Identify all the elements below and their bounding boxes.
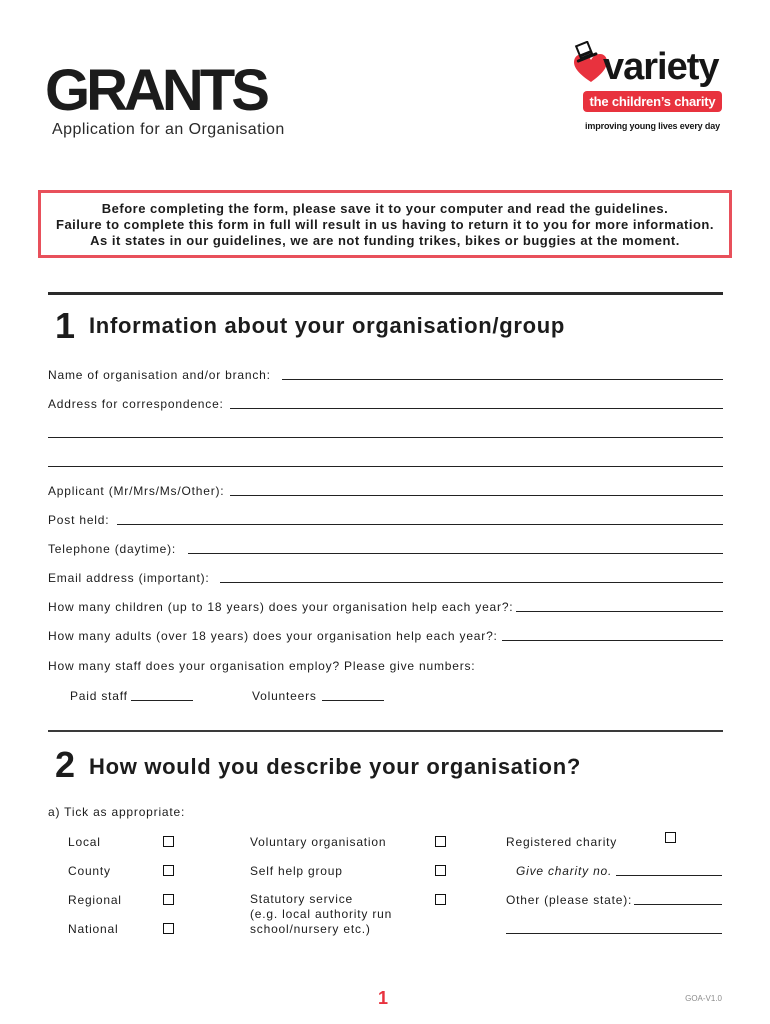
telephone-input[interactable] (188, 538, 723, 554)
applicant-label: Applicant (Mr/Mrs/Ms/Other): (48, 484, 225, 498)
option-national-label: National (68, 922, 119, 936)
org-name-row (48, 362, 723, 382)
logo-strapline: improving young lives every day (585, 121, 720, 131)
other-label: Other (please state): (506, 893, 633, 907)
document-code: GOA-V1.0 (685, 994, 722, 1003)
address-row-2 (48, 420, 723, 440)
telephone-row (48, 536, 723, 556)
checkbox-regional[interactable] (163, 894, 174, 905)
paid-staff-input[interactable] (131, 685, 193, 701)
email-row (48, 565, 723, 585)
adults-count-label: How many adults (over 18 years) does your organisation help each year?: (48, 629, 498, 643)
org-name-input[interactable] (282, 364, 723, 380)
option-statutory-line: school/nursery etc.) (250, 922, 371, 936)
applicant-input[interactable] (230, 480, 723, 496)
volunteers-label: Volunteers (252, 689, 317, 703)
children-count-label: How many children (up to 18 years) does your organisation help each year?: (48, 600, 514, 614)
post-held-label: Post held: (48, 513, 110, 527)
email-label: Email address (important): (48, 571, 210, 585)
tick-instruction: a) Tick as appropriate: (48, 805, 186, 819)
option-county-label: County (68, 864, 111, 878)
section-number: 2 (55, 744, 76, 785)
other-input-line-2[interactable] (506, 918, 722, 934)
paid-staff-label: Paid staff (70, 689, 128, 703)
email-input[interactable] (220, 567, 723, 583)
form-title: GRANTS (45, 58, 266, 123)
notice-line: As it states in our guidelines, we are not funding trikes, bikes or buggies at the moment. (90, 233, 680, 248)
section-heading: Information about your organisation/group (89, 313, 566, 338)
section-divider (48, 292, 723, 295)
address-row-3 (48, 449, 723, 469)
checkbox-voluntary-organisation[interactable] (435, 836, 446, 847)
option-regional-label: Regional (68, 893, 122, 907)
option-local-label: Local (68, 835, 101, 849)
other-input[interactable] (634, 889, 722, 905)
charity-number-label: Give charity no. (516, 864, 613, 878)
checkbox-statutory-service[interactable] (435, 894, 446, 905)
option-statutory-line: (e.g. local authority run (250, 907, 393, 921)
checkbox-national[interactable] (163, 923, 174, 934)
adults-count-input[interactable] (502, 625, 723, 641)
other-row (506, 887, 722, 907)
address-input-line-3[interactable] (48, 451, 723, 467)
checkbox-county[interactable] (163, 865, 174, 876)
notice-line: Before completing the form, please save it to your computer and read the guidelines. (101, 201, 669, 216)
post-held-row (48, 507, 723, 527)
telephone-label: Telephone (daytime): (48, 542, 177, 556)
logo-tagline-pill: the children’s charity (583, 91, 722, 112)
option-statutory-line: Statutory service (250, 892, 353, 906)
notice-line: Failure to complete this form in full will result in us having to return it to you for more information. (56, 217, 714, 232)
checkbox-self-help-group[interactable] (435, 865, 446, 876)
option-voluntary-label: Voluntary organisation (250, 835, 387, 849)
org-name-label: Name of organisation and/or branch: (48, 368, 271, 382)
charity-number-input[interactable] (616, 860, 722, 876)
page-number: 1 (377, 988, 388, 1008)
address-input-line-2[interactable] (48, 422, 723, 438)
post-held-input[interactable] (117, 509, 723, 525)
section-heading: How would you describe your organisation? (89, 754, 581, 779)
volunteers-input[interactable] (322, 685, 384, 701)
staff-question-label: How many staff does your organisation employ? Please give numbers: (48, 659, 476, 673)
applicant-row (48, 478, 723, 498)
children-count-row (48, 594, 723, 614)
registered-charity-label: Registered charity (506, 835, 618, 849)
option-statutory-label (250, 892, 392, 937)
checkbox-registered-charity[interactable] (665, 832, 676, 843)
logo-wordmark: variety (603, 46, 719, 88)
address-input[interactable] (230, 393, 723, 409)
form-subtitle: Application for an Organisation (52, 121, 285, 138)
checkbox-local[interactable] (163, 836, 174, 847)
charity-number-row (516, 858, 722, 878)
guidelines-notice (38, 190, 732, 258)
paid-staff-row (70, 683, 195, 703)
staff-question-row (48, 653, 723, 673)
children-count-input[interactable] (516, 596, 723, 612)
section-divider (48, 730, 723, 732)
volunteers-row (252, 683, 387, 703)
address-label: Address for correspondence: (48, 397, 224, 411)
adults-count-row (48, 623, 723, 643)
address-row (48, 391, 723, 411)
section-number: 1 (55, 305, 76, 346)
option-self-help-label: Self help group (250, 864, 343, 878)
